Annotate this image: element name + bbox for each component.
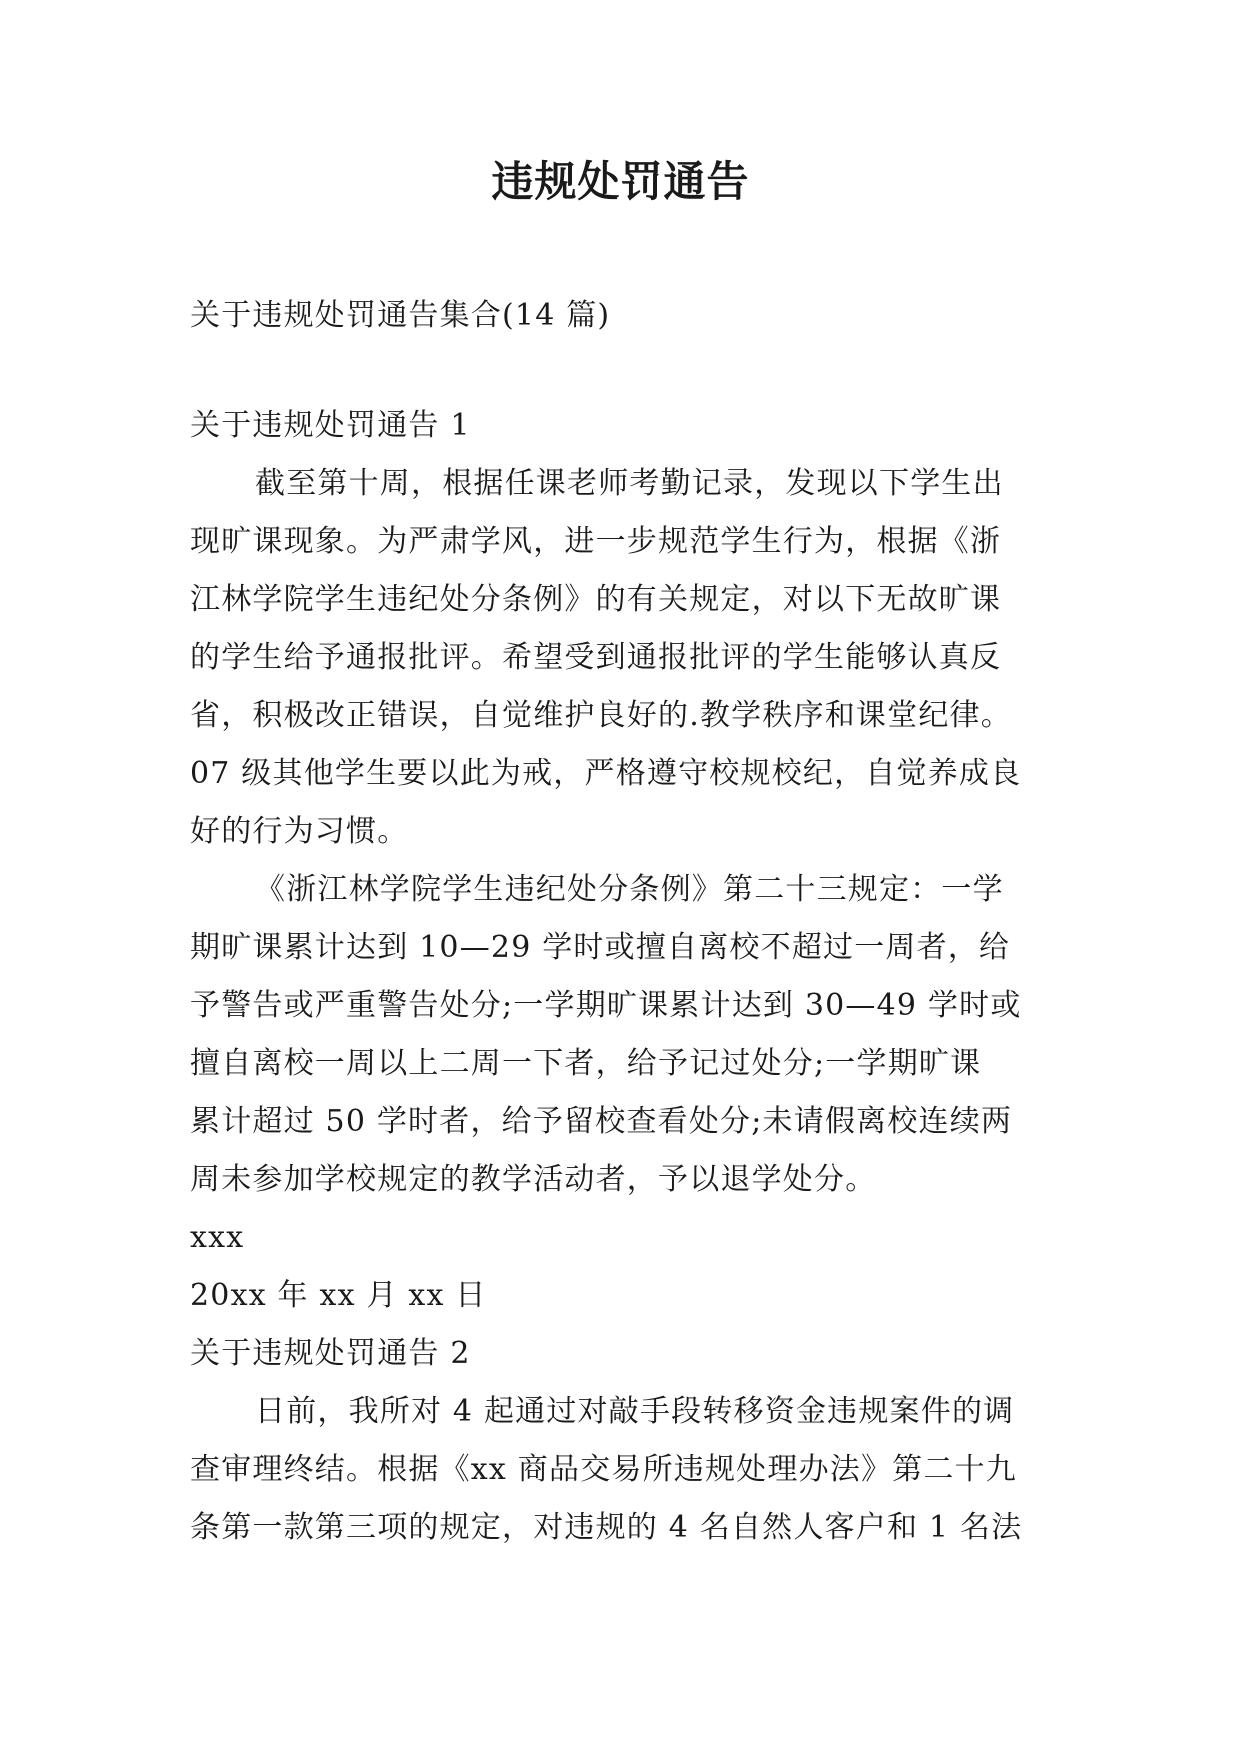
section-1-heading: 关于违规处罚通告 1	[190, 408, 471, 443]
section-2-para-1-line-3: 条第一款第三项的规定，对违规的 4 名自然人客户和 1 名法	[190, 1510, 1023, 1545]
section-2-para-1-line-2: 查审理终结。根据《xx 商品交易所违规处理办法》第二十九	[190, 1452, 1017, 1487]
section-1-para-1-line-6: 07 级其他学生要以此为戒，严格遵守校规校纪，自觉养成良	[190, 756, 1022, 791]
section-1-date: 20xx 年 xx 月 xx 日	[190, 1278, 487, 1313]
document-title: 违规处罚通告	[491, 157, 750, 206]
section-1-para-1-line-3: 江林学院学生违纪处分条例》的有关规定，对以下无故旷课	[190, 582, 1002, 617]
section-1-para-2-line-5: 累计超过 50 学时者，给予留校查看处分;未请假离校连续两	[190, 1104, 1013, 1139]
section-1-para-1-line-1: 截至第十周，根据任课老师考勤记录，发现以下学生出	[255, 466, 1004, 501]
section-2-heading: 关于违规处罚通告 2	[190, 1336, 471, 1371]
section-1-para-1-line-2: 现旷课现象。为严肃学风，进一步规范学生行为，根据《浙	[190, 524, 1002, 559]
section-2-para-1-line-1: 日前，我所对 4 起通过对敲手段转移资金违规案件的调	[255, 1394, 1015, 1429]
section-1-para-1-line-4: 的学生给予通报批评。希望受到通报批评的学生能够认真反	[190, 640, 1002, 675]
section-1-para-1-line-5: 省，积极改正错误，自觉维护良好的.教学秩序和课堂纪律。	[190, 698, 1012, 733]
collection-heading: 关于违规处罚通告集合(14 篇)	[190, 298, 611, 333]
section-1-para-2-line-3: 予警告或严重警告处分;一学期旷课累计达到 30—49 学时或	[190, 988, 1022, 1023]
section-1-para-1-line-7: 好的行为习惯。	[190, 814, 409, 849]
section-1-para-2-line-2: 期旷课累计达到 10—29 学时或擅自离校不超过一周者，给	[190, 930, 1011, 965]
section-1-para-2-line-6: 周未参加学校规定的教学活动者，予以退学处分。	[190, 1162, 877, 1197]
section-1-para-2-line-4: 擅自离校一周以上二周一下者，给予记过处分;一学期旷课	[190, 1046, 982, 1081]
section-1-para-2-line-1: 《浙江林学院学生违纪处分条例》第二十三规定：一学	[255, 872, 1004, 907]
section-1-signer: xxx	[190, 1220, 245, 1255]
